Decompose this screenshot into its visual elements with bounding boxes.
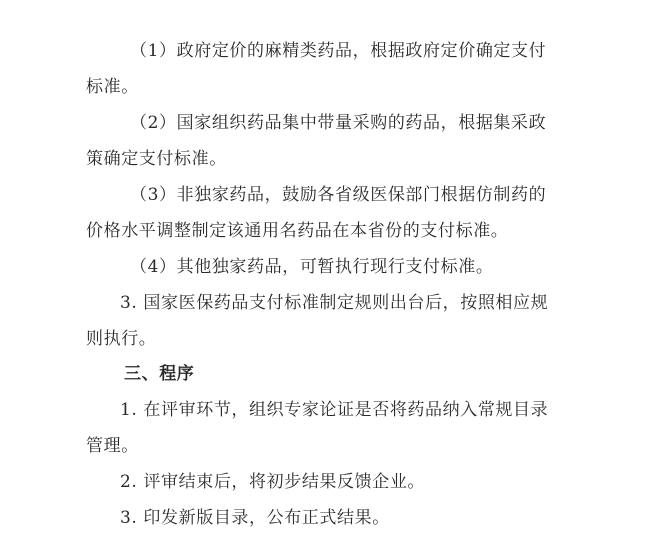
paragraph-line: （2）国家组织药品集中带量采购的药品，根据集采政 (130, 113, 547, 133)
paragraph-line: （1）政府定价的麻精类药品，根据政府定价确定支付 (130, 41, 547, 61)
paragraph-line: 价格水平调整制定该通用名药品在本省份的支付标准。 (86, 221, 509, 241)
section-heading: 三、程序 (124, 364, 195, 384)
paragraph-line: 标准。 (86, 77, 139, 97)
paragraph-line: 策确定支付标准。 (86, 149, 227, 169)
paragraph-line: 2. 评审结束后，将初步结果反馈企业。 (120, 472, 426, 492)
paragraph-line: （4）其他独家药品，可暂执行现行支付标准。 (130, 257, 494, 277)
paragraph-line: 3. 印发新版目录，公布正式结果。 (120, 508, 390, 528)
paragraph-line: 1. 在评审环节，组织专家论证是否将药品纳入常规目录 (120, 400, 549, 420)
paragraph-line: （3）非独家药品，鼓励各省级医保部门根据仿制药的 (130, 185, 547, 205)
paragraph-line: 管理。 (86, 436, 139, 456)
paragraph-line: 则执行。 (86, 329, 157, 349)
paragraph-line: 3. 国家医保药品支付标准制定规则出台后，按照相应规 (120, 293, 549, 313)
